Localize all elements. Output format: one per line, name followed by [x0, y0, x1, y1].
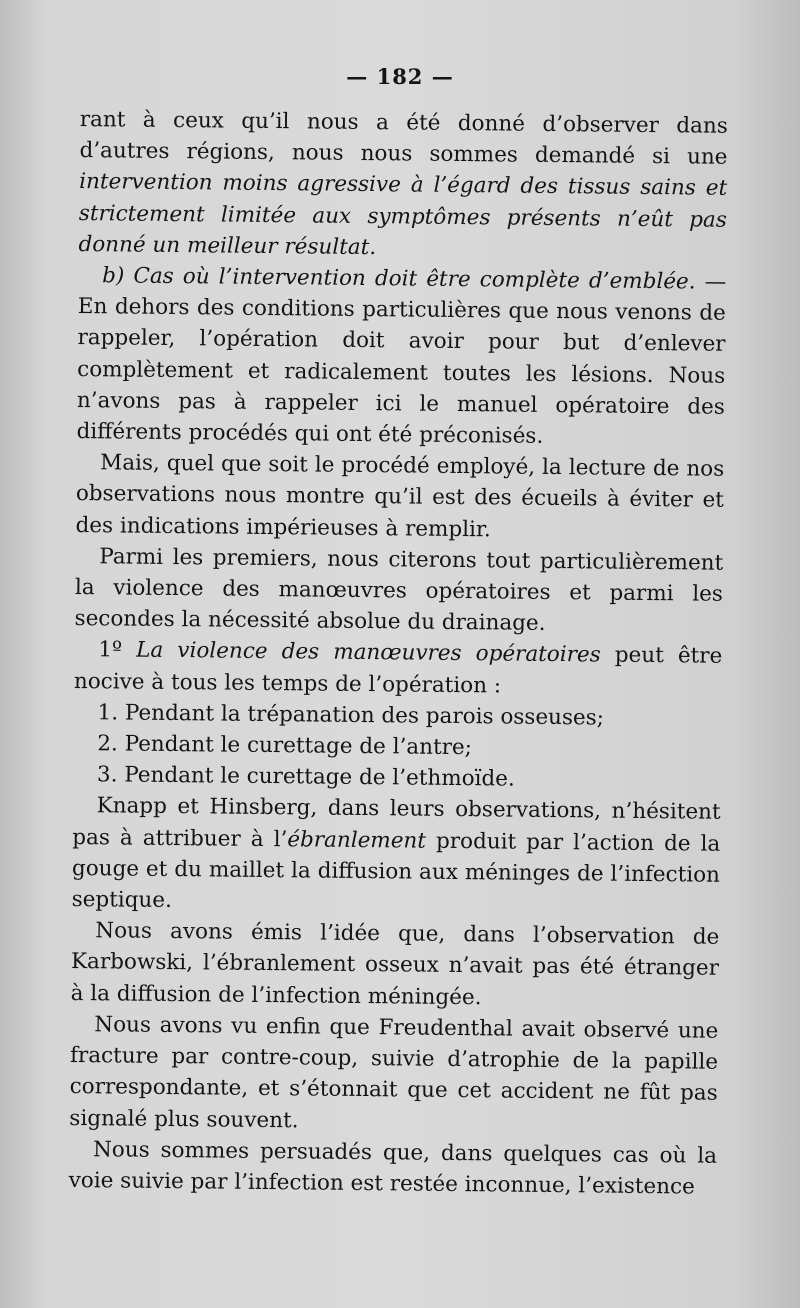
body-text	[69, 104, 728, 1203]
paragraph-6	[72, 790, 721, 922]
p5-italic: La violence des manœuvres opératoires	[136, 638, 601, 668]
paragraph-1	[78, 104, 728, 267]
p5-text: peut être nocive à tous les temps de l’opération :	[73, 642, 723, 699]
section-heading-b: b) Cas où l’intervention doit être complète d’emblée.	[102, 263, 696, 295]
paragraph-7: Nous avons émis l’idée que, dans l’observation de Karbowski, l’ébranlement osseux n’avait pas été étranger à la diffusion de l’infection méningée.	[70, 918, 720, 1010]
paragraph-8: Nous avons vu enfin que Freudenthal avait observé une fracture par contre-coup, suivie d’atrophie de la papille correspondante, et s’étonnait que cet accident ne fût pas signalé plus souvent.	[69, 1012, 719, 1133]
p1-italic: intervention moins agressive à l’égard des tissus sains et strictement limitée aux symptômes présents n’eût pas donné un meilleur résultat.	[78, 169, 728, 260]
p6-text-b: produit par l’action de la gouge et du maillet la diffusion aux méninges de l’infection septique.	[71, 828, 721, 914]
p2-text: — En dehors des conditions particulières que nous venons de rappeler, l’opération doit avoir pour but d’enlever complètement et radicalement toutes les lésions. Nous n’avons pas à rappeler ici le manuel opératoire des différents procédés qui ont été préconisés.	[76, 269, 727, 449]
paragraph-5	[74, 634, 723, 703]
paragraph-9: Nous sommes persuadés que, dans quelques cas où la voie suivie par l’infection est restée inconnue, l’existence	[68, 1136, 718, 1200]
page-number: — 182 —	[346, 64, 454, 89]
list-item: 1. Pendant la trépanation des parois osseuses;	[97, 700, 605, 731]
paragraph-3: Mais, quel que soit le procédé employé, la lecture de nos observations nous montre qu’il est des écueils à éviter et des indications impérieuses à remplir.	[75, 450, 725, 542]
list-item: 2. Pendant le curettage de l’antre;	[97, 731, 473, 761]
p6-text-a: Knapp et Hinsberg, dans leurs observations, n’hésitent pas à attribuer à l’	[72, 793, 721, 852]
p5-number: 1º	[98, 637, 137, 664]
p1-text: rant à ceux qu’il nous a été donné d’observer dans d’autres régions, nous nous sommes demandé si une	[79, 106, 728, 170]
p6-italic: ébranlement	[287, 826, 427, 854]
list-item: 3. Pendant le curettage de l’ethmoïde.	[96, 762, 515, 792]
paragraph-2	[76, 260, 726, 454]
paragraph-4: Parmi les premiers, nous citerons tout particulièrement la violence des manœuvres opératoires et parmi les secondes la nécessité absolue du drainage.	[74, 544, 724, 637]
